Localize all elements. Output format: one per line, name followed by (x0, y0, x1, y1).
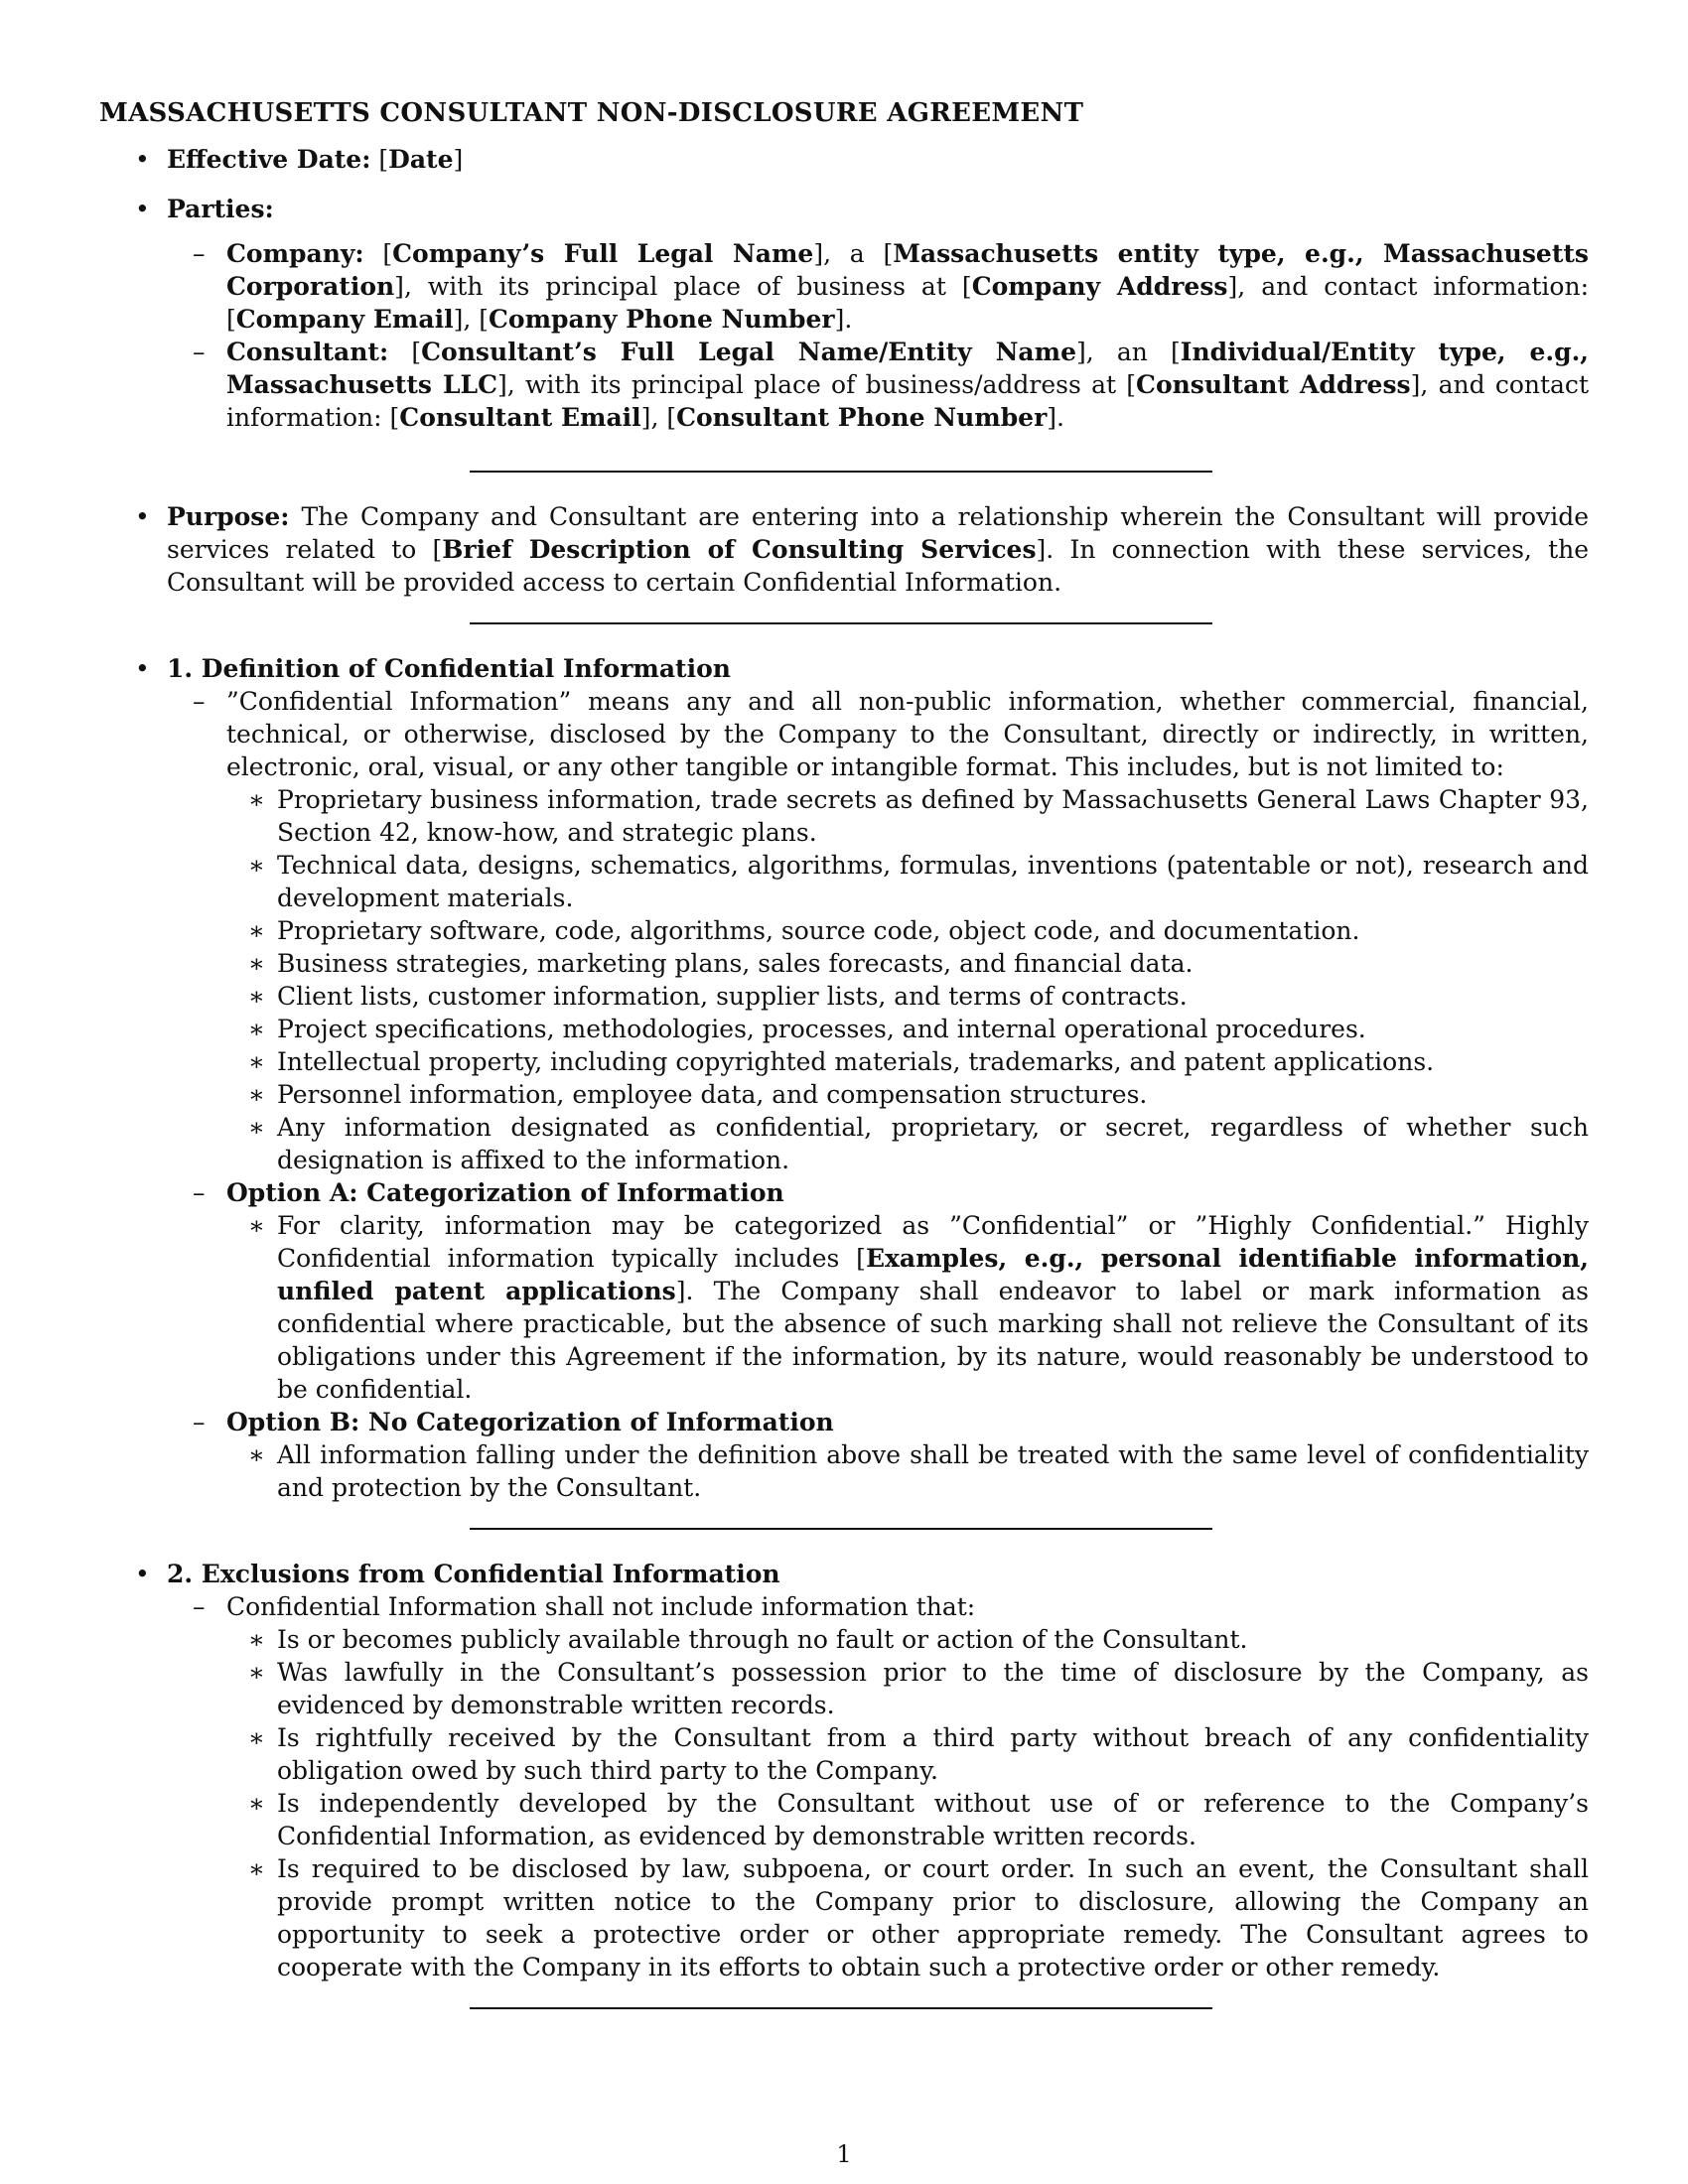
section-2-sublist (167, 1590, 1589, 1983)
purpose-label: Purpose: (167, 502, 290, 531)
text-run: . (844, 305, 853, 334)
option-b-heading: – Option B: No Categorization of Information (226, 1408, 834, 1436)
consultant-entity-placeholder: Individual/Entity type, e.g., Massachusetts LLC (226, 338, 1589, 399)
list-item: ∗ Is rightfully received by the Consultant from a third party without breach of any confidentiality obligation owed by such third party to the Company. (226, 1721, 1589, 1787)
consultant-party: – Consultant: [Consultant’s Full Legal Name/Entity Name], an [Individual/Entity type, e.g., Massachusetts LLC], with its principal place of business/address at [Consultant Address], and contact information: [Consultant Email], [Consultant Phone Number]. (167, 336, 1589, 434)
consultant-phone-placeholder: Consultant Phone Number (676, 403, 1048, 432)
section-1 (99, 652, 1589, 1504)
list-item: ∗ Proprietary software, code, algorithms, source code, object code, and documentation. (226, 914, 1589, 947)
text-run: . In connection with these services, the Consultant will be provided access to certain Confidential Information. (167, 535, 1590, 597)
list-item: ∗ Business strategies, marketing plans, sales forecasts, and financial data. (226, 947, 1589, 980)
list-item: ∗ Was lawfully in the Consultant’s possession prior to the time of disclosure by the Company, as evidenced by demonstrable written records. (226, 1656, 1589, 1721)
list-item: ∗ Personnel information, employee data, and compensation structures. (226, 1078, 1589, 1111)
consultant-label: Consultant: (226, 338, 389, 366)
text-run: The Company and Consultant are entering into a relationship wherein the Consultant will provide services related to (167, 502, 1589, 564)
text-run: , and contact information: (226, 370, 1589, 432)
option-b-list (226, 1438, 1589, 1504)
list-item: ∗ Technical data, designs, schematics, algorithms, formulas, inventions (patentable or not), research and development materials. (226, 849, 1589, 914)
option-b-text: ∗ All information falling under the definition above shall be treated with the same level of confidentiality and protection by the Consultant. (226, 1438, 1589, 1504)
effective-date-label: Effective Date: (167, 145, 371, 174)
list-item: ∗ Intellectual property, including copyrighted materials, trademarks, and patent applications. (226, 1045, 1589, 1078)
examples-placeholder: Examples, e.g., personal identifiable information, unfiled patent applications (277, 1244, 1589, 1305)
option-a (167, 1176, 1589, 1406)
exclusions (167, 1590, 1589, 1983)
consultant-email-placeholder: Consultant Email (399, 403, 641, 432)
services-placeholder: Brief Description of Consulting Services (442, 535, 1037, 564)
document-title: MASSACHUSETTS CONSULTANT NON-DISCLOSURE AGREEMENT (99, 98, 1084, 128)
text-run: , a (823, 239, 884, 268)
text-run: . (1056, 403, 1064, 432)
horizontal-rule (470, 2007, 1212, 2009)
text-run: , with its principal place of business at (403, 272, 962, 301)
horizontal-rule (470, 622, 1212, 624)
definition-items (226, 783, 1589, 1176)
section-2 (99, 1558, 1589, 1983)
parties-item (99, 193, 1589, 434)
horizontal-rule (470, 1528, 1212, 1530)
list-item: ∗ Client lists, customer information, supplier lists, and terms of contracts. (226, 980, 1589, 1013)
company-label: Company: (226, 239, 364, 268)
option-a-heading: – Option A: Categorization of Information (226, 1178, 784, 1207)
parties-list (167, 237, 1589, 434)
consultant-name-placeholder: Consultant’s Full Legal Name/Entity Name (421, 338, 1076, 366)
list-item: ∗ Any information designated as confidential, proprietary, or secret, regardless of whether such designation is affixed to the information. (226, 1111, 1589, 1176)
list-item: ∗ Project specifications, methodologies, processes, and internal operational procedures. (226, 1013, 1589, 1045)
top-level-list (99, 143, 1589, 434)
option-a-list (226, 1209, 1589, 1406)
list-item: ∗ Is or becomes publicly available through no fault or action of the Consultant. (226, 1623, 1589, 1656)
section-2-list (99, 1558, 1589, 1983)
company-party: – Company: [Company’s Full Legal Name], a [Massachusetts entity type, e.g., Massachusetts Corporation], with its principal place of business at [Company Address], and contact information: [Company Email], [Company Phone Number]. (167, 237, 1589, 336)
text-run: . The Company shall endeavor to label or mark information as confidential where practicable, but the absence of such marking shall not relieve the Consultant of its obligations under this Agreement if the information, by its nature, would reasonably be understood to be confidential. (277, 1277, 1589, 1404)
exclusion-items (226, 1623, 1589, 1983)
section-1-list (99, 652, 1589, 1504)
exclusions-intro: – Confidential Information shall not include information that: (226, 1592, 976, 1621)
text-run: , (650, 403, 667, 432)
effective-date-item: • Effective Date: [Date] (99, 143, 1589, 176)
section-1-heading: • 1. Definition of Confidential Information (167, 654, 731, 683)
section-1-definition (167, 685, 1589, 1176)
section-2-heading: • 2. Exclusions from Confidential Information (167, 1560, 780, 1588)
option-b (167, 1406, 1589, 1504)
horizontal-rule (470, 471, 1212, 473)
section-1-sublist (167, 685, 1589, 1504)
consultant-address-placeholder: Consultant Address (1136, 370, 1411, 399)
text-run: For clarity, information may be categorized as ”Confidential” or ”Highly Confidential.” Highly Confidential information typically includes (277, 1211, 1589, 1273)
page-number: 1 (836, 2140, 852, 2168)
parties-label: • Parties: (167, 195, 274, 223)
purpose-list (99, 500, 1589, 599)
document-page (99, 95, 1589, 2037)
company-name-placeholder: Company’s Full Legal Name (392, 239, 814, 268)
company-address-placeholder: Company Address (971, 272, 1228, 301)
text-run: , with its principal place of business/address at (506, 370, 1127, 399)
list-item: ∗ Proprietary business information, trade secrets as defined by Massachusetts General Laws Chapter 93, Section 42, know-how, and strategic plans. (226, 783, 1589, 849)
list-item: ∗ Is independently developed by the Consultant without use of or reference to the Company’s Confidential Information, as evidenced by demonstrable written records. (226, 1787, 1589, 1852)
company-phone-placeholder: Company Phone Number (489, 305, 835, 334)
purpose-item: • Purpose: The Company and Consultant are entering into a relationship wherein the Consultant will provide services related to [Brief Description of Consulting Services]. In connection with these services, the Consultant will be provided access to certain Confidential Information. (99, 500, 1589, 599)
list-item: ∗ Is required to be disclosed by law, subpoena, or court order. In such an event, the Consultant shall provide prompt written notice to the Company prior to disclosure, allowing the Company an opportunity to seek a protective order or other appropriate remedy. The Consultant agrees to cooperate with the Company in its efforts to obtain such a protective order or other remedy. (226, 1852, 1589, 1983)
text-run: , an (1085, 338, 1172, 366)
text-run: , and contact information: (1237, 272, 1590, 301)
company-email-placeholder: Company Email (235, 305, 454, 334)
definition-intro: – ”Confidential Information” means any and all non-public information, whether commercial, financial, technical, or otherwise, disclosed by the Company to the Consultant, directly or indirectly, in written, electronic, oral, visual, or any other tangible or intangible format. This includes, but is not limited to: (226, 687, 1589, 781)
effective-date-placeholder: Date (388, 145, 454, 174)
option-a-text: ∗ For clarity, information may be categorized as ”Confidential” or ”Highly Confidential.” Highly Confidential information typically includes [Examples, e.g., personal identifiable information, unfiled patent applications]. The Company shall endeavor to label or mark information as confidential where practicable, but the absence of such marking shall not relieve the Consultant of its obligations under this Agreement if the information, by its nature, would reasonably be understood to be confidential. (226, 1209, 1589, 1406)
company-entity-placeholder: Massachusetts entity type, e.g., Massachusetts Corporation (226, 239, 1589, 301)
text-run: , (463, 305, 480, 334)
